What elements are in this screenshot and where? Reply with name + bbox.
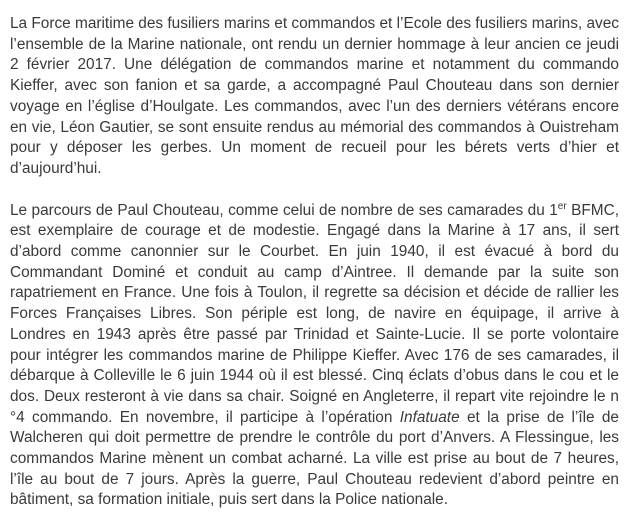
text-segment-superscript: er <box>557 200 567 212</box>
text-segment-normal: La Force maritime des fusiliers marins et commandos et l’Ecole des fusiliers marins, avec l’ensemble de la Marine nationale, ont rendu un dernier hommage à leur ancien ce jeudi 2 février 2017. Une délégation de commandos marine et notamment du commando Kieffer, avec son fanion et sa garde, a accompagné Paul Chouteau dans son dernier voyage en l’église d’Houlgate. Les commandos, avec l’un des derniers vétérans encore en vie, Léon Gautier, se sont ensuite rendus au mémorial des commandos à Ouistreham pour y déposer les gerbes. Un moment de recueil pour les bérets verts d’hier et d’aujourd’hui. <box>10 15 619 177</box>
paragraph-parcours <box>10 201 619 512</box>
text-segment-normal: et la prise de l’île de Walcheren qui doit permettre de prendre le contrôle du port d’Anvers. A Flessingue, les commandos Marine mènent un combat acharné. La ville est prise au bout de 7 heures, l’île au bout de 7 jours. Après la guerre, Paul Chouteau redevient d’abord peintre en bâtiment, sa formation initiale, puis sert dans la Police nationale. <box>10 408 619 509</box>
text-segment-normal: Le parcours de Paul Chouteau, comme celui de nombre de ses camarades du 1 <box>10 201 558 219</box>
text-segment-normal: BFMC, est exemplaire de courage et de modestie. Engagé dans la Marine à 17 ans, il sert d’abord comme canonnier sur le Courbet. En juin 1940, il est évacué à bord du Commandant Dominé et conduit au camp d’Aintree. Il demande par la suite son rapatriement en France. Une fois à Toulon, il regrette sa décision et décide de rallier les Forces Françaises Libres. Son périple est long, de navire en équipage, il arrive à Londres en 1943 après être passé par Trinidad et Sainte-Lucie. Il se porte volontaire pour intégrer les commandos marine de Philippe Kieffer. Avec 176 de ses camarades, il débarque à Colleville le 6 juin 1944 où il est blessé. Cinq éclats d’obus dans le cou et le dos. Deux resteront à vie dans sa chair. Soigné en Angleterre, il repart vite rejoindre le n °4 commando. En novembre, il participe à l’opération <box>10 201 620 426</box>
paragraph-hommage <box>10 14 619 180</box>
text-segment-italic: Infatuate <box>399 408 460 426</box>
